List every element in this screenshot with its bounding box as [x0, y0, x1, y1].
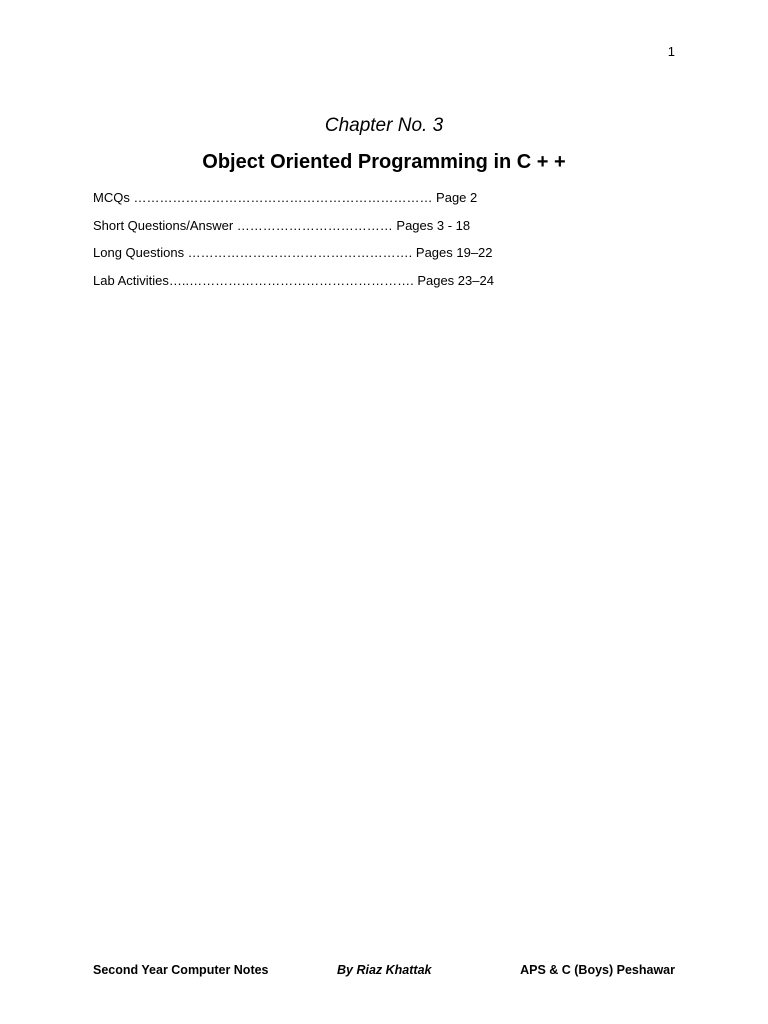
- chapter-title: Object Oriented Programming in C + +: [202, 151, 566, 173]
- toc-entry-lab-activities: Lab Activities…..……………………………………………. Pages 23–24: [93, 272, 494, 288]
- footer-institution: APS & C (Boys) Peshawar: [520, 963, 675, 977]
- footer-author: By Riaz Khattak: [337, 963, 432, 977]
- toc-entry-short-questions: Short Questions/Answer ……………………………… Pages 3 - 18: [93, 217, 471, 233]
- page-footer: [93, 963, 675, 981]
- toc-entry-long-questions: Long Questions ……………………………………………. Pages 19–22: [93, 245, 493, 260]
- footer-course-label: Second Year Computer Notes: [93, 963, 269, 977]
- table-of-contents: [93, 189, 693, 299]
- page-number: 1: [667, 44, 675, 59]
- toc-entry-mcqs: MCQs …………………………………………………………… Page 2: [93, 190, 478, 205]
- chapter-heading: Chapter No. 3: [324, 115, 444, 136]
